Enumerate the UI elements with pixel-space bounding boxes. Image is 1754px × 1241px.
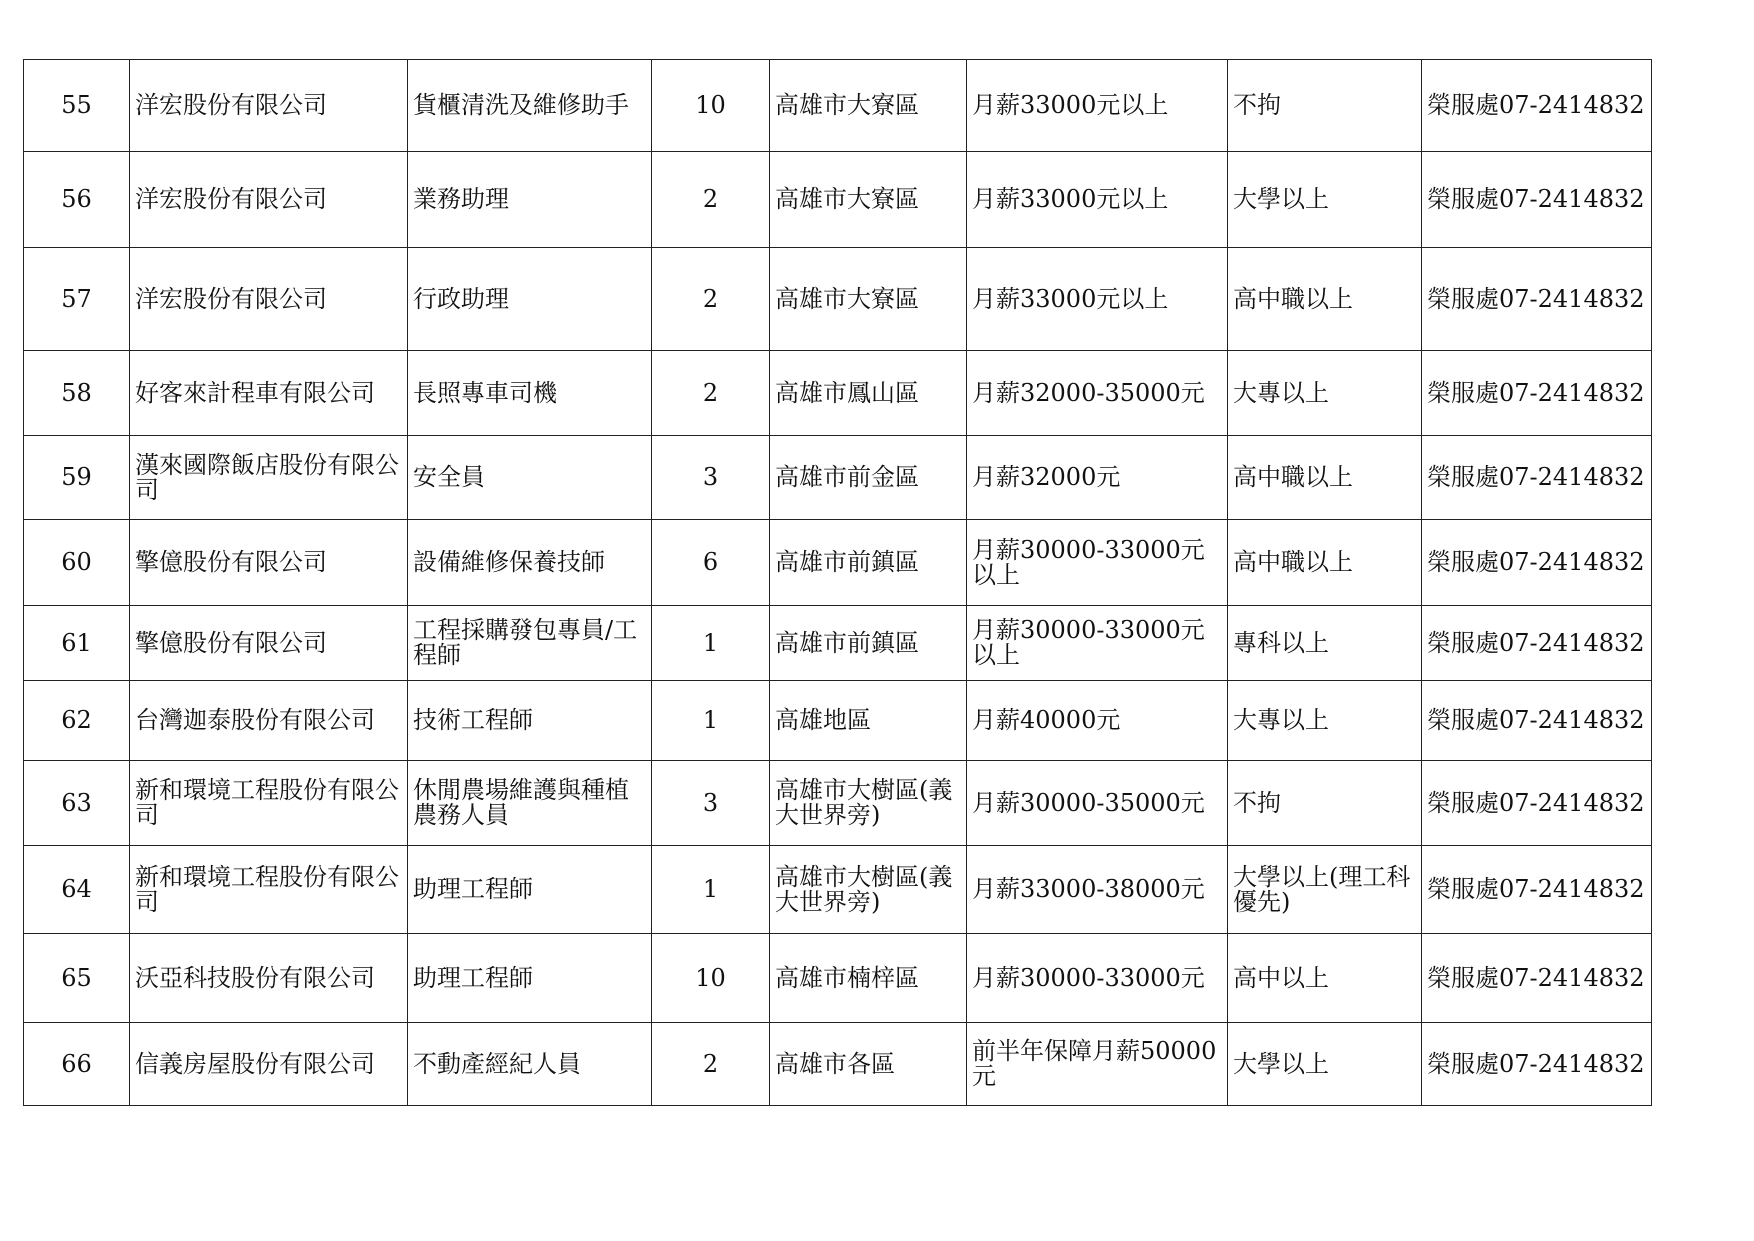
cell-company: 洋宏股份有限公司 (130, 152, 408, 248)
cell-education: 不拘 (1228, 60, 1422, 152)
cell-company: 洋宏股份有限公司 (130, 60, 408, 152)
cell-headcount: 3 (652, 436, 770, 520)
cell-contact: 榮服處07-2414832 (1422, 436, 1652, 520)
cell-position: 不動產經紀人員 (408, 1023, 652, 1106)
cell-number: 58 (24, 351, 130, 436)
table-row (24, 60, 1652, 152)
job-listing-table (23, 59, 1652, 1106)
cell-company: 台灣迦泰股份有限公司 (130, 681, 408, 761)
cell-position: 助理工程師 (408, 934, 652, 1023)
table-row (24, 520, 1652, 606)
cell-location: 高雄市大寮區 (770, 248, 967, 351)
cell-salary: 月薪30000-33000元 (967, 934, 1228, 1023)
cell-number: 57 (24, 248, 130, 351)
cell-company: 漢來國際飯店股份有限公司 (130, 436, 408, 520)
cell-headcount: 2 (652, 152, 770, 248)
cell-education: 高中職以上 (1228, 520, 1422, 606)
cell-location: 高雄市大樹區(義大世界旁) (770, 846, 967, 934)
cell-salary: 月薪33000元以上 (967, 248, 1228, 351)
cell-location: 高雄市大寮區 (770, 60, 967, 152)
cell-company: 擎億股份有限公司 (130, 606, 408, 681)
cell-salary: 前半年保障月薪50000元 (967, 1023, 1228, 1106)
cell-contact: 榮服處07-2414832 (1422, 520, 1652, 606)
cell-company: 洋宏股份有限公司 (130, 248, 408, 351)
table-row (24, 934, 1652, 1023)
table-row (24, 152, 1652, 248)
cell-education: 高中職以上 (1228, 248, 1422, 351)
cell-company: 好客來計程車有限公司 (130, 351, 408, 436)
cell-position: 設備維修保養技師 (408, 520, 652, 606)
cell-education: 大學以上 (1228, 1023, 1422, 1106)
cell-location: 高雄地區 (770, 681, 967, 761)
cell-salary: 月薪33000元以上 (967, 60, 1228, 152)
cell-position: 助理工程師 (408, 846, 652, 934)
cell-salary: 月薪30000-33000元以上 (967, 520, 1228, 606)
table-body (24, 60, 1652, 1106)
cell-number: 60 (24, 520, 130, 606)
cell-contact: 榮服處07-2414832 (1422, 761, 1652, 846)
cell-education: 大專以上 (1228, 681, 1422, 761)
cell-headcount: 1 (652, 681, 770, 761)
cell-location: 高雄市前鎮區 (770, 520, 967, 606)
cell-position: 安全員 (408, 436, 652, 520)
cell-headcount: 10 (652, 934, 770, 1023)
cell-headcount: 3 (652, 761, 770, 846)
cell-number: 62 (24, 681, 130, 761)
cell-headcount: 2 (652, 248, 770, 351)
cell-number: 66 (24, 1023, 130, 1106)
table-row (24, 761, 1652, 846)
cell-salary: 月薪33000-38000元 (967, 846, 1228, 934)
cell-contact: 榮服處07-2414832 (1422, 351, 1652, 436)
cell-education: 高中以上 (1228, 934, 1422, 1023)
cell-headcount: 1 (652, 846, 770, 934)
cell-position: 行政助理 (408, 248, 652, 351)
cell-salary: 月薪32000元 (967, 436, 1228, 520)
cell-contact: 榮服處07-2414832 (1422, 606, 1652, 681)
cell-location: 高雄市楠梓區 (770, 934, 967, 1023)
cell-education: 高中職以上 (1228, 436, 1422, 520)
table-row (24, 606, 1652, 681)
cell-location: 高雄市前金區 (770, 436, 967, 520)
cell-location: 高雄市鳳山區 (770, 351, 967, 436)
cell-education: 大專以上 (1228, 351, 1422, 436)
cell-education: 大學以上(理工科優先) (1228, 846, 1422, 934)
table-row (24, 248, 1652, 351)
cell-headcount: 1 (652, 606, 770, 681)
cell-position: 貨櫃清洗及維修助手 (408, 60, 652, 152)
cell-position: 工程採購發包專員/工程師 (408, 606, 652, 681)
cell-salary: 月薪32000-35000元 (967, 351, 1228, 436)
cell-number: 55 (24, 60, 130, 152)
cell-number: 64 (24, 846, 130, 934)
cell-number: 63 (24, 761, 130, 846)
cell-position: 技術工程師 (408, 681, 652, 761)
cell-position: 休閒農場維護與種植農務人員 (408, 761, 652, 846)
cell-number: 65 (24, 934, 130, 1023)
table-row (24, 846, 1652, 934)
table-row (24, 436, 1652, 520)
cell-company: 沃亞科技股份有限公司 (130, 934, 408, 1023)
cell-company: 擎億股份有限公司 (130, 520, 408, 606)
cell-number: 59 (24, 436, 130, 520)
cell-position: 長照專車司機 (408, 351, 652, 436)
cell-contact: 榮服處07-2414832 (1422, 1023, 1652, 1106)
cell-location: 高雄市前鎮區 (770, 606, 967, 681)
cell-contact: 榮服處07-2414832 (1422, 152, 1652, 248)
cell-headcount: 6 (652, 520, 770, 606)
cell-contact: 榮服處07-2414832 (1422, 60, 1652, 152)
cell-salary: 月薪33000元以上 (967, 152, 1228, 248)
cell-salary: 月薪40000元 (967, 681, 1228, 761)
cell-education: 專科以上 (1228, 606, 1422, 681)
table-row (24, 1023, 1652, 1106)
cell-location: 高雄市各區 (770, 1023, 967, 1106)
cell-location: 高雄市大樹區(義大世界旁) (770, 761, 967, 846)
cell-headcount: 2 (652, 1023, 770, 1106)
cell-company: 新和環境工程股份有限公司 (130, 761, 408, 846)
table-row (24, 681, 1652, 761)
cell-salary: 月薪30000-35000元 (967, 761, 1228, 846)
table-row (24, 351, 1652, 436)
cell-contact: 榮服處07-2414832 (1422, 248, 1652, 351)
cell-headcount: 2 (652, 351, 770, 436)
cell-location: 高雄市大寮區 (770, 152, 967, 248)
cell-education: 不拘 (1228, 761, 1422, 846)
cell-company: 新和環境工程股份有限公司 (130, 846, 408, 934)
cell-contact: 榮服處07-2414832 (1422, 934, 1652, 1023)
cell-contact: 榮服處07-2414832 (1422, 681, 1652, 761)
cell-headcount: 10 (652, 60, 770, 152)
cell-number: 61 (24, 606, 130, 681)
cell-number: 56 (24, 152, 130, 248)
cell-position: 業務助理 (408, 152, 652, 248)
cell-education: 大學以上 (1228, 152, 1422, 248)
cell-company: 信義房屋股份有限公司 (130, 1023, 408, 1106)
cell-salary: 月薪30000-33000元以上 (967, 606, 1228, 681)
cell-contact: 榮服處07-2414832 (1422, 846, 1652, 934)
